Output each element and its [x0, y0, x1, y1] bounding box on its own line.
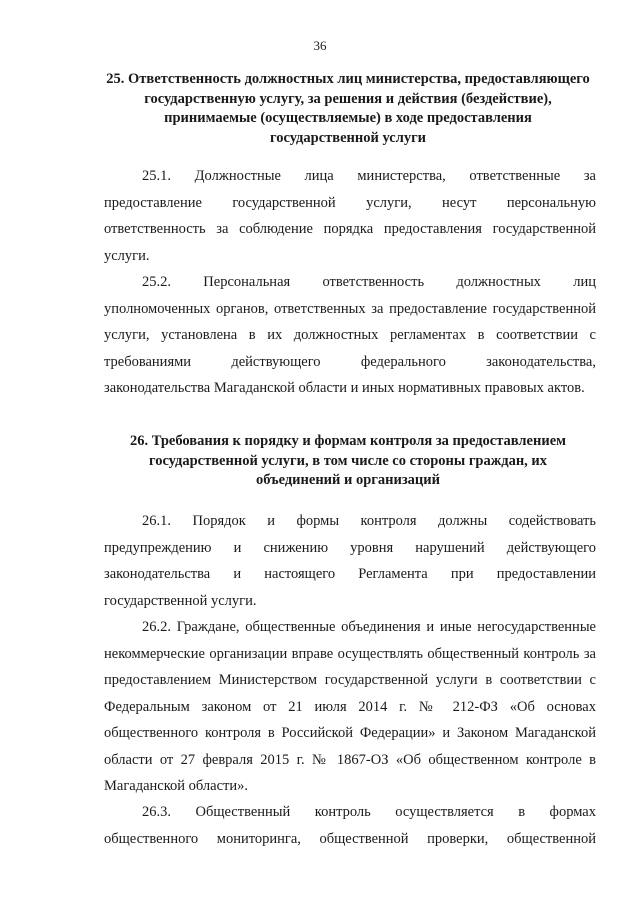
- heading-line: принимаемые (осуществляемые) в ходе предоставления: [164, 110, 532, 126]
- text-line: законодательства Магаданской области и иных нормативных правовых актов.: [104, 380, 585, 396]
- text-line: услуги.: [104, 247, 150, 264]
- heading-line: государственной услуги, в том числе со стороны граждан, их: [148, 452, 548, 469]
- heading-line: 26. Требования к порядку и формам контроля за предоставлением: [129, 433, 567, 449]
- text-line: услуги, установлена в их должностных регламентах в соответствии с: [104, 327, 596, 343]
- heading-line: 25. Ответственность должностных лиц министерства, предоставляющего: [106, 71, 590, 87]
- page-number: 36: [313, 38, 327, 53]
- heading-line: государственную услугу, за решения и действия (бездействие),: [144, 90, 552, 107]
- text-line: уполномоченных органов, ответственных за предоставление государственной: [104, 300, 596, 317]
- paragraph-26-3: [104, 799, 596, 852]
- text-line: 26.2. Граждане, общественные объединения и иные негосударственные: [142, 619, 596, 635]
- text-line: некоммерческие организации вправе осуществлять общественный контроль за: [104, 645, 596, 662]
- text-line: требованиями действующего федерального законодательства,: [104, 353, 596, 370]
- section-26-heading: [100, 432, 596, 491]
- paragraph-26-1: [104, 508, 596, 614]
- text-line: законодательства и настоящего Регламента при предоставлении: [104, 566, 596, 582]
- text-line: общественного контроля в Российской Федерации» и Законом Магаданской: [104, 725, 596, 741]
- text-line: государственной услуги.: [104, 592, 257, 609]
- text-line: области от 27 февраля 2015 г. № 1867-ОЗ «Об общественном контроле в: [104, 751, 596, 768]
- text-line: 25.2. Персональная ответственность должностных лиц: [142, 274, 596, 290]
- text-line: предупреждению и снижению уровня нарушений действующего: [104, 539, 596, 556]
- text-line: предоставлением Министерством государственной услуги в соответствии с: [104, 672, 596, 688]
- heading-line: объединений и организаций: [256, 472, 440, 488]
- section-25-heading: [100, 70, 596, 148]
- heading-line: государственной услуги: [269, 129, 427, 146]
- text-line: ответственность за соблюдение порядка предоставления государственной: [104, 221, 596, 237]
- text-line: Магаданской области».: [104, 778, 249, 794]
- paragraph-25-2: [104, 269, 596, 402]
- text-line: предоставление государственной услуги, несут персональную: [104, 194, 596, 211]
- text-line: 26.1. Порядок и формы контроля должны содействовать: [142, 513, 596, 529]
- paragraph-25-1: [104, 163, 596, 269]
- text-line: 25.1. Должностные лица министерства, ответственные за: [142, 168, 596, 184]
- text-line: общественного мониторинга, общественной проверки, общественной: [104, 830, 596, 847]
- text-line: Федеральным законом от 21 июля 2014 г. № 212-ФЗ «Об основах: [104, 698, 596, 715]
- paragraph-26-2: [104, 614, 596, 800]
- text-line: 26.3. Общественный контроль осуществляется в формах: [142, 804, 596, 820]
